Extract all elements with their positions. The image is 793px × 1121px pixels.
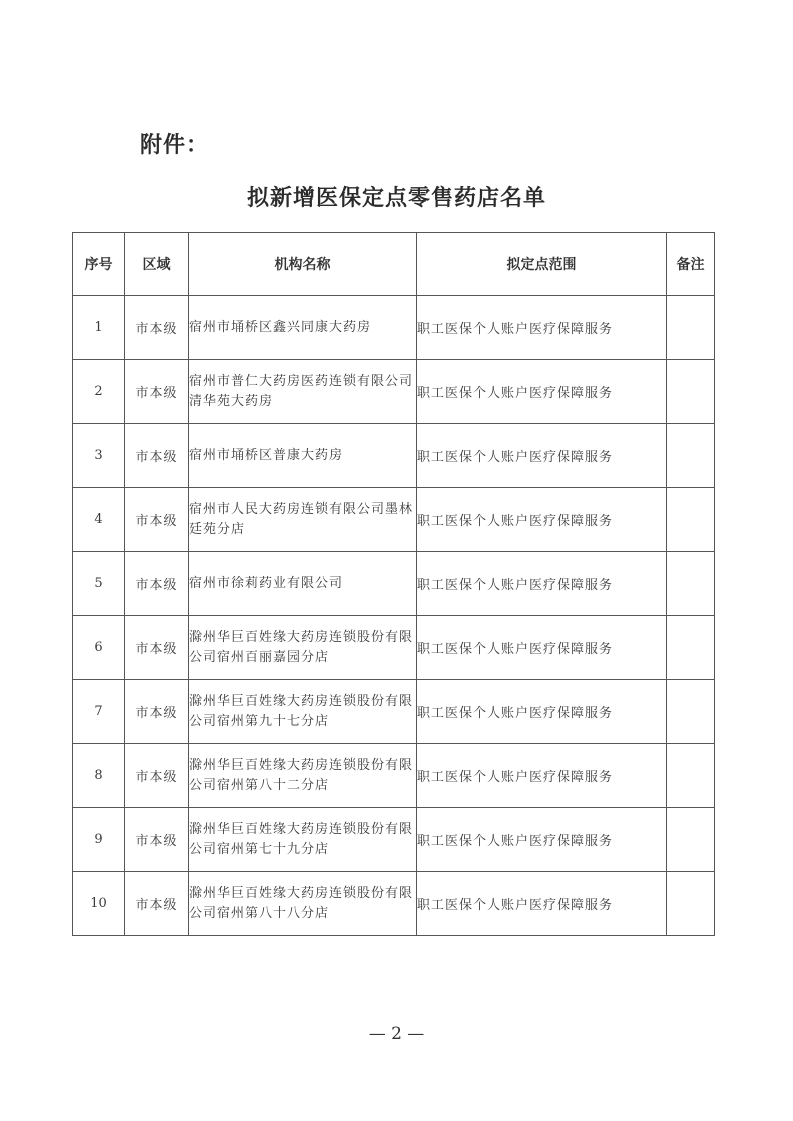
cell-institution-name: 宿州市徐莉药业有限公司 <box>189 552 417 616</box>
cell-designated-scope: 职工医保个人账户医疗保障服务 <box>417 360 667 424</box>
header-remark: 备注 <box>667 233 715 296</box>
cell-designated-scope: 职工医保个人账户医疗保障服务 <box>417 808 667 872</box>
cell-institution-name: 滁州华巨百姓缘大药房连锁股份有限公司宿州第九十七分店 <box>189 680 417 744</box>
table-row <box>73 744 715 808</box>
cell-institution-name: 滁州华巨百姓缘大药房连锁股份有限公司宿州第七十九分店 <box>189 808 417 872</box>
cell-remark <box>667 872 715 936</box>
pharmacy-list-table <box>72 232 715 936</box>
cell-remark <box>667 680 715 744</box>
table-row <box>73 360 715 424</box>
cell-serial-number: 10 <box>73 872 125 936</box>
cell-institution-name: 宿州市埇桥区普康大药房 <box>189 424 417 488</box>
header-institution-name: 机构名称 <box>189 233 417 296</box>
cell-designated-scope: 职工医保个人账户医疗保障服务 <box>417 552 667 616</box>
page-number: — 2 — <box>368 1024 425 1044</box>
cell-institution-name: 宿州市普仁大药房医药连锁有限公司清华苑大药房 <box>189 360 417 424</box>
cell-remark <box>667 296 715 360</box>
table-row <box>73 680 715 744</box>
cell-remark <box>667 744 715 808</box>
cell-designated-scope: 职工医保个人账户医疗保障服务 <box>417 296 667 360</box>
cell-remark <box>667 360 715 424</box>
cell-serial-number: 4 <box>73 488 125 552</box>
cell-region: 市本级 <box>125 552 189 616</box>
cell-designated-scope: 职工医保个人账户医疗保障服务 <box>417 616 667 680</box>
cell-region: 市本级 <box>125 872 189 936</box>
cell-region: 市本级 <box>125 360 189 424</box>
cell-region: 市本级 <box>125 744 189 808</box>
cell-region: 市本级 <box>125 296 189 360</box>
cell-remark <box>667 488 715 552</box>
cell-serial-number: 5 <box>73 552 125 616</box>
cell-designated-scope: 职工医保个人账户医疗保障服务 <box>417 680 667 744</box>
cell-remark <box>667 424 715 488</box>
table-header-row <box>73 233 715 296</box>
table-row <box>73 424 715 488</box>
cell-remark <box>667 552 715 616</box>
header-designated-scope: 拟定点范围 <box>417 233 667 296</box>
cell-serial-number: 2 <box>73 360 125 424</box>
header-region: 区域 <box>125 233 189 296</box>
cell-serial-number: 1 <box>73 296 125 360</box>
cell-serial-number: 3 <box>73 424 125 488</box>
cell-region: 市本级 <box>125 680 189 744</box>
cell-region: 市本级 <box>125 424 189 488</box>
cell-region: 市本级 <box>125 616 189 680</box>
cell-serial-number: 8 <box>73 744 125 808</box>
header-serial-number: 序号 <box>73 233 125 296</box>
cell-serial-number: 6 <box>73 616 125 680</box>
attachment-label: 附件： <box>140 133 210 158</box>
cell-institution-name: 滁州华巨百姓缘大药房连锁股份有限公司宿州百丽嘉园分店 <box>189 616 417 680</box>
cell-region: 市本级 <box>125 808 189 872</box>
cell-remark <box>667 616 715 680</box>
cell-region: 市本级 <box>125 488 189 552</box>
table-row <box>73 616 715 680</box>
cell-institution-name: 滁州华巨百姓缘大药房连锁股份有限公司宿州第八十八分店 <box>189 872 417 936</box>
table-row <box>73 872 715 936</box>
cell-institution-name: 宿州市人民大药房连锁有限公司墨林廷苑分店 <box>189 488 417 552</box>
cell-serial-number: 9 <box>73 808 125 872</box>
cell-designated-scope: 职工医保个人账户医疗保障服务 <box>417 424 667 488</box>
table-row <box>73 552 715 616</box>
cell-designated-scope: 职工医保个人账户医疗保障服务 <box>417 488 667 552</box>
table-row <box>73 808 715 872</box>
cell-designated-scope: 职工医保个人账户医疗保障服务 <box>417 872 667 936</box>
cell-institution-name: 宿州市埇桥区鑫兴同康大药房 <box>189 296 417 360</box>
cell-serial-number: 7 <box>73 680 125 744</box>
table-row <box>73 296 715 360</box>
table-row <box>73 488 715 552</box>
cell-designated-scope: 职工医保个人账户医疗保障服务 <box>417 744 667 808</box>
cell-institution-name: 滁州华巨百姓缘大药房连锁股份有限公司宿州第八十二分店 <box>189 744 417 808</box>
cell-remark <box>667 808 715 872</box>
document-title: 拟新增医保定点零售药店名单 <box>246 185 546 211</box>
